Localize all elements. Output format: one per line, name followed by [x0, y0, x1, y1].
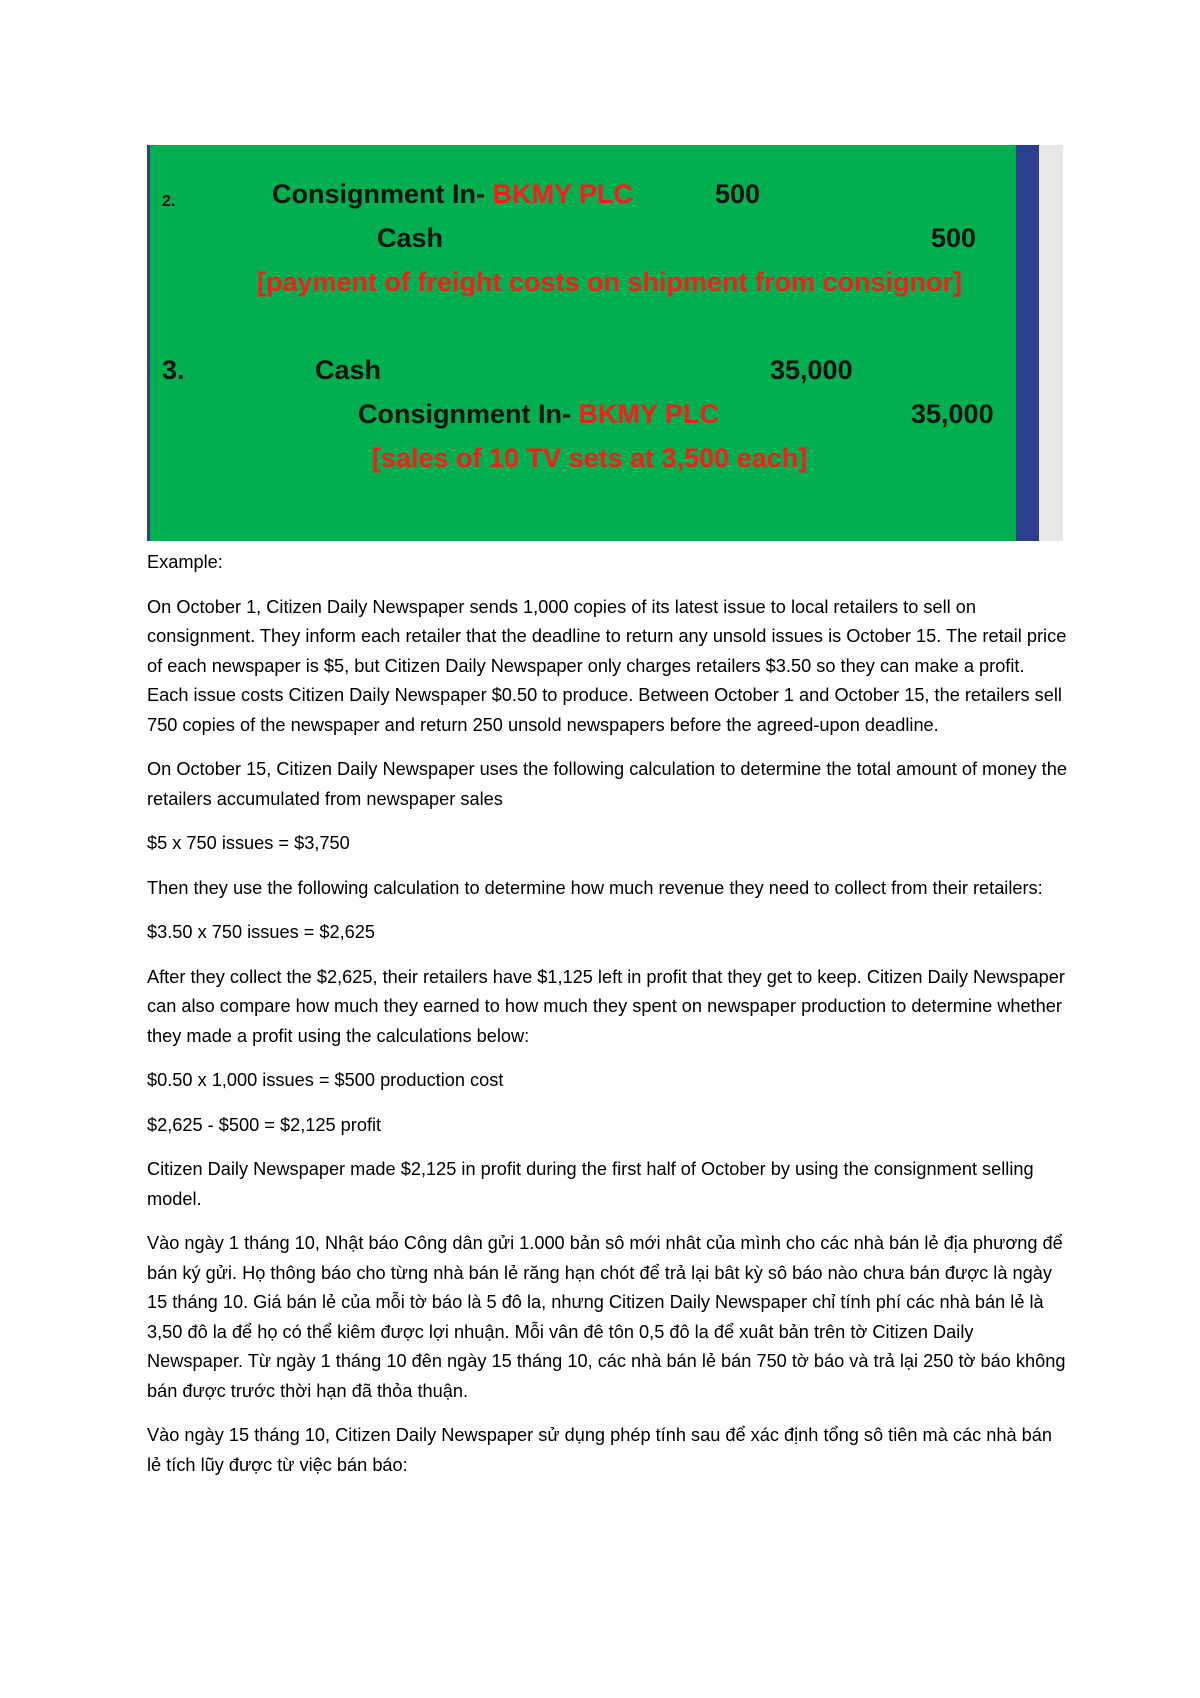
- entry-3-credit-account: Consignment In- BKMY PLC: [358, 399, 720, 429]
- entry-3-debit-account: Cash: [315, 355, 382, 385]
- paragraph: On October 1, Citizen Daily Newspaper sends 1,000 copies of its latest issue to local retailers to sell on consignment. They inform each retailer that the deadline to return any unsold issues is October 15. The retail price of each newspaper is $5, but Citizen Daily Newspaper only charges retailers $3.50 so they can make a profit. Each issue costs Citizen Daily Newspaper $0.50 to produce. Between October 1 and October 15, the retailers sell 750 copies of the newspaper and return 250 unsold newspapers before the agreed-upon deadline.: [147, 596, 1067, 735]
- paragraph: Citizen Daily Newspaper made $2,125 in profit during the first half of October by using the consignment selling model.: [147, 1159, 1034, 1209]
- paragraph: $5 x 750 issues = $3,750: [147, 833, 350, 853]
- entry-2-credit-account: Cash: [377, 223, 444, 253]
- paragraph: After they collect the $2,625, their retailers have $1,125 left in profit that they get to keep. Citizen Daily Newspaper can also compare how much they earned to how much they spent on newspaper production to determine whether they made a profit using the calculations below:: [147, 966, 1065, 1046]
- document-body: [147, 548, 1067, 1495]
- entry-2-note: [payment of freight costs on shipment from consignor]: [257, 267, 963, 297]
- entry-2-debit-account: Consignment In- BKMY PLC: [272, 179, 634, 209]
- entry-3-note: [sales of 10 TV sets at 3,500 each]: [372, 443, 808, 473]
- entry-2-debit-party: BKMY PLC: [492, 179, 634, 209]
- entry-2-number: 2.: [162, 193, 176, 210]
- paragraph: Vào ngày 1 tháng 10, Nhật báo Công dân gửi 1.000 bản sô mới nhât của mình cho các nhà bán lẻ địa phương để bán ký gửi. Họ thông báo cho từng nhà bán lẻ răng hạn chót để trả lại bât kỳ sô báo nào chưa bán được là ngày 15 tháng 10. Giá bán lẻ của mỗi tờ báo là 5 đô la, nhưng Citizen Daily Newspaper chỉ tính phí các nhà bán lẻ là 3,50 đô la để họ có thể kiêm được lợi nhuận. Mỗi vân đê tôn 0,5 đô la để xuât bản trên tờ Citizen Daily Newspaper. Từ ngày 1 tháng 10 đên ngày 15 tháng 10, các nhà bán lẻ bán 750 tờ báo và trả lại 250 tờ báo không bán được trước thời hạn đã thỏa thuận.: [147, 1233, 1066, 1401]
- paragraph: On October 15, Citizen Daily Newspaper uses the following calculation to determine the total amount of money the retailers accumulated from newspaper sales: [147, 759, 1067, 809]
- paragraph: Then they use the following calculation to determine how much revenue they need to collect from their retailers:: [147, 877, 1043, 898]
- paragraph: $3.50 x 750 issues = $2,625: [147, 922, 376, 942]
- journal-entry-slide: [147, 145, 1063, 541]
- entry-3-credit-party: BKMY PLC: [578, 399, 720, 429]
- slide-side-bar: [1016, 145, 1039, 541]
- paragraph: $2,625 - $500 = $2,125 profit: [147, 1114, 382, 1135]
- paragraph: Vào ngày 15 tháng 10, Citizen Daily Newspaper sử dụng phép tính sau để xác định tổng sô tiên mà các nhà bán lẻ tích lũy được từ việc bán báo:: [147, 1425, 1052, 1475]
- entry-3-number: 3.: [162, 355, 185, 385]
- entry-3-credit-amount: 35,000: [911, 399, 994, 429]
- slide-green-panel: [147, 145, 1016, 541]
- entry-2-debit-amount: 500: [715, 179, 761, 209]
- entry-3-debit-amount: 35,000: [770, 355, 853, 385]
- paragraph: $0.50 x 1,000 issues = $500 production cost: [147, 1070, 504, 1090]
- paragraph: Example:: [147, 552, 223, 572]
- entry-2-credit-amount: 500: [931, 223, 977, 253]
